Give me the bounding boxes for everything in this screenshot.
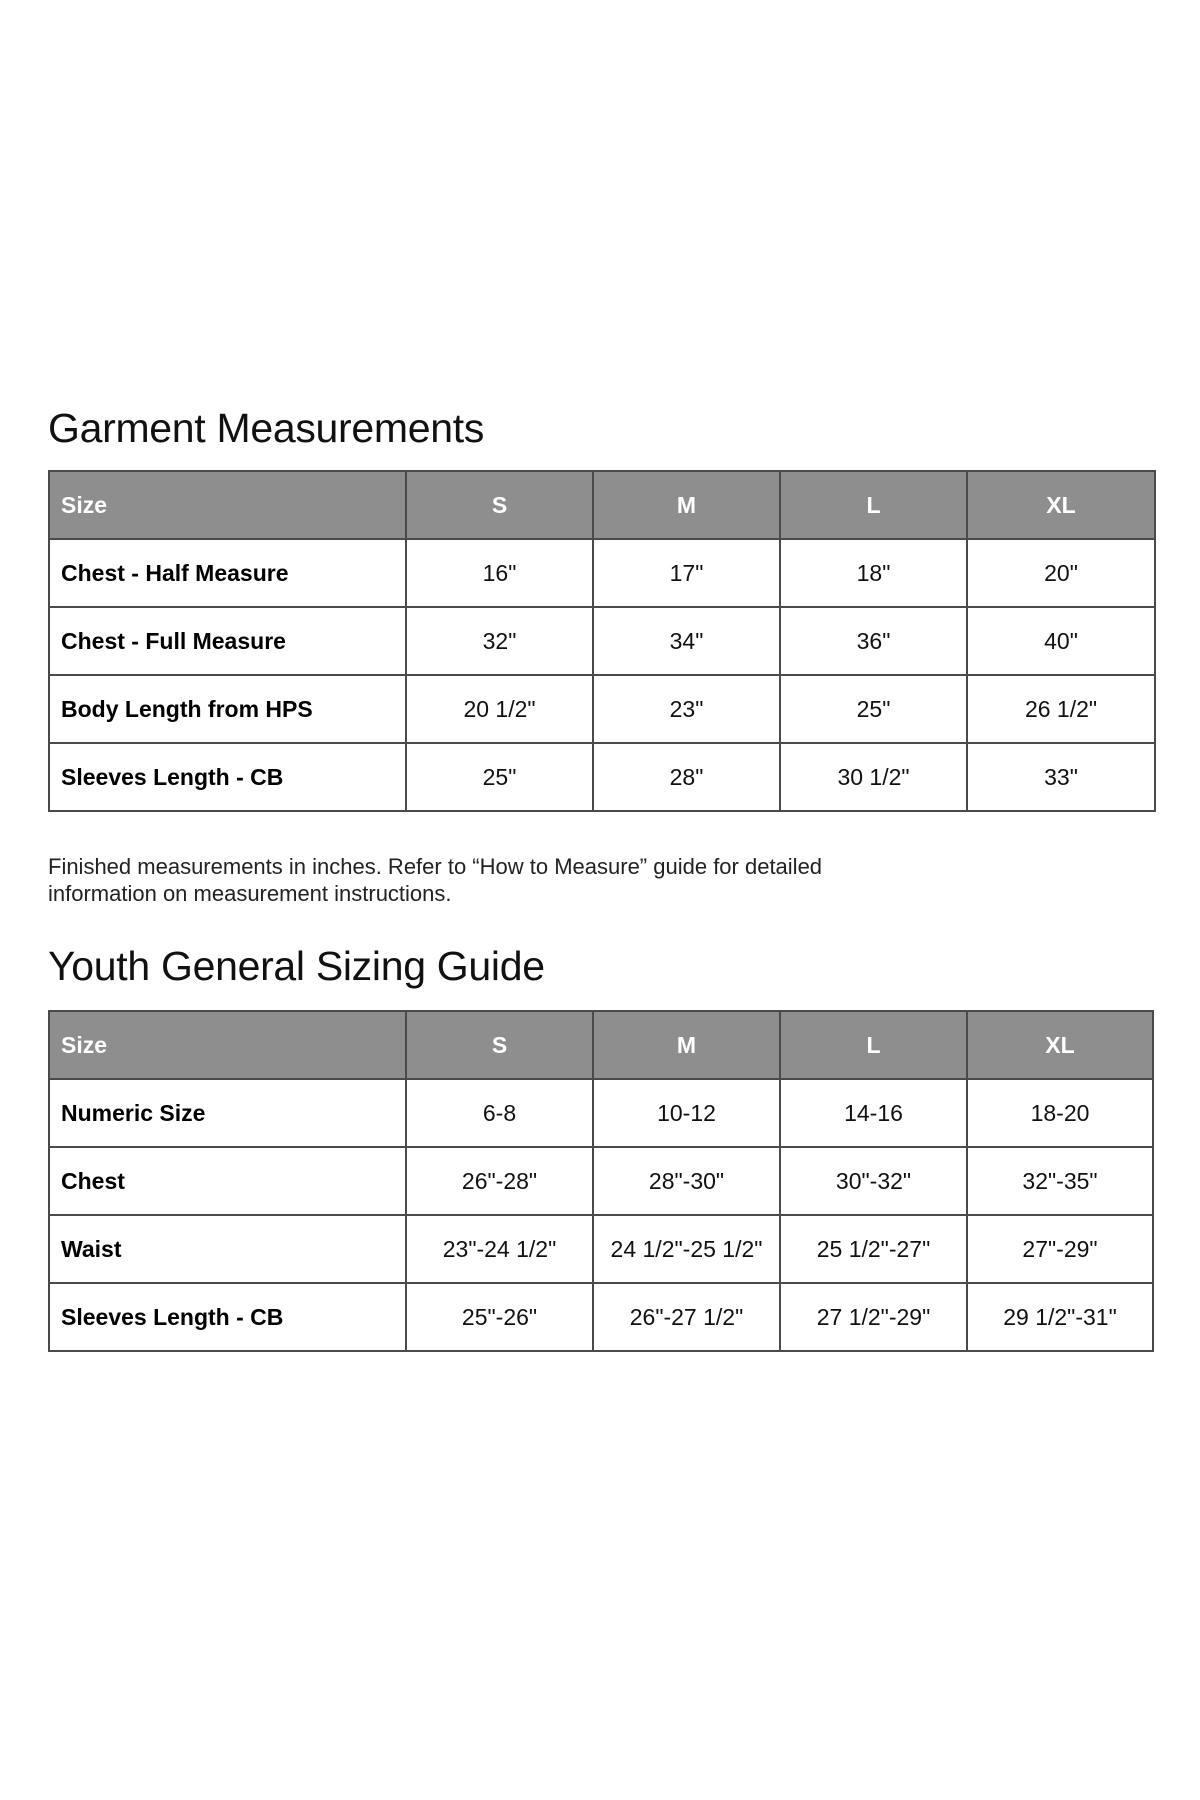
- table-row: [49, 1079, 1153, 1147]
- row-label: Body Length from HPS: [49, 675, 406, 743]
- table-cell: 25": [406, 743, 593, 811]
- table-cell: 30 1/2": [780, 743, 967, 811]
- header-m: M: [593, 471, 780, 539]
- table-cell: 23": [593, 675, 780, 743]
- row-label: Waist: [49, 1215, 406, 1283]
- header-l: L: [780, 1011, 967, 1079]
- youth-title: Youth General Sizing Guide: [48, 943, 545, 989]
- table-cell: 33": [967, 743, 1155, 811]
- table-cell: 16": [406, 539, 593, 607]
- row-label: Chest - Full Measure: [49, 607, 406, 675]
- table-cell: 14-16: [780, 1079, 967, 1147]
- table-cell: 28": [593, 743, 780, 811]
- garment-title: Garment Measurements: [48, 405, 485, 451]
- table-cell: 18-20: [967, 1079, 1153, 1147]
- table-row: [49, 1215, 1153, 1283]
- table-cell: 26"-28": [406, 1147, 593, 1215]
- note-line: information on measurement instructions.: [48, 881, 452, 906]
- table-cell: 26"-27 1/2": [593, 1283, 780, 1351]
- table-cell: 23"-24 1/2": [406, 1215, 593, 1283]
- row-label: Sleeves Length - CB: [49, 1283, 406, 1351]
- table-row: [49, 1147, 1153, 1215]
- table-cell: 30"-32": [780, 1147, 967, 1215]
- table-cell: 27"-29": [967, 1215, 1153, 1283]
- table-row: [49, 675, 1155, 743]
- table-cell: 32"-35": [967, 1147, 1153, 1215]
- note-line: Finished measurements in inches. Refer to “How to Measure” guide for detailed: [48, 854, 823, 879]
- table-cell: 34": [593, 607, 780, 675]
- table-cell: 6-8: [406, 1079, 593, 1147]
- youth-sizing-table: [48, 1010, 1154, 1352]
- table-cell: 20": [967, 539, 1155, 607]
- row-label: Numeric Size: [49, 1079, 406, 1147]
- table-row: [49, 743, 1155, 811]
- header-size: Size: [49, 471, 406, 539]
- header-xl: XL: [967, 471, 1155, 539]
- row-label: Chest - Half Measure: [49, 539, 406, 607]
- garment-note: [48, 853, 948, 907]
- row-label: Chest: [49, 1147, 406, 1215]
- table-header-row: [49, 471, 1155, 539]
- header-m: M: [593, 1011, 780, 1079]
- garment-section: [48, 405, 485, 451]
- table-cell: 26 1/2": [967, 675, 1155, 743]
- header-s: S: [406, 1011, 593, 1079]
- row-label: Sleeves Length - CB: [49, 743, 406, 811]
- table-cell: 10-12: [593, 1079, 780, 1147]
- table-row: [49, 539, 1155, 607]
- table-row: [49, 607, 1155, 675]
- table-header-row: [49, 1011, 1153, 1079]
- table-cell: 18": [780, 539, 967, 607]
- table-cell: 28"-30": [593, 1147, 780, 1215]
- table-row: [49, 1283, 1153, 1351]
- header-l: L: [780, 471, 967, 539]
- table-cell: 25"-26": [406, 1283, 593, 1351]
- table-cell: 29 1/2"-31": [967, 1283, 1153, 1351]
- table-cell: 25 1/2"-27": [780, 1215, 967, 1283]
- header-s: S: [406, 471, 593, 539]
- table-cell: 25": [780, 675, 967, 743]
- youth-section: [48, 943, 545, 989]
- garment-measurements-table: [48, 470, 1156, 812]
- table-cell: 24 1/2"-25 1/2": [593, 1215, 780, 1283]
- table-cell: 17": [593, 539, 780, 607]
- header-size: Size: [49, 1011, 406, 1079]
- table-cell: 40": [967, 607, 1155, 675]
- table-cell: 27 1/2"-29": [780, 1283, 967, 1351]
- table-cell: 32": [406, 607, 593, 675]
- table-cell: 36": [780, 607, 967, 675]
- table-cell: 20 1/2": [406, 675, 593, 743]
- header-xl: XL: [967, 1011, 1153, 1079]
